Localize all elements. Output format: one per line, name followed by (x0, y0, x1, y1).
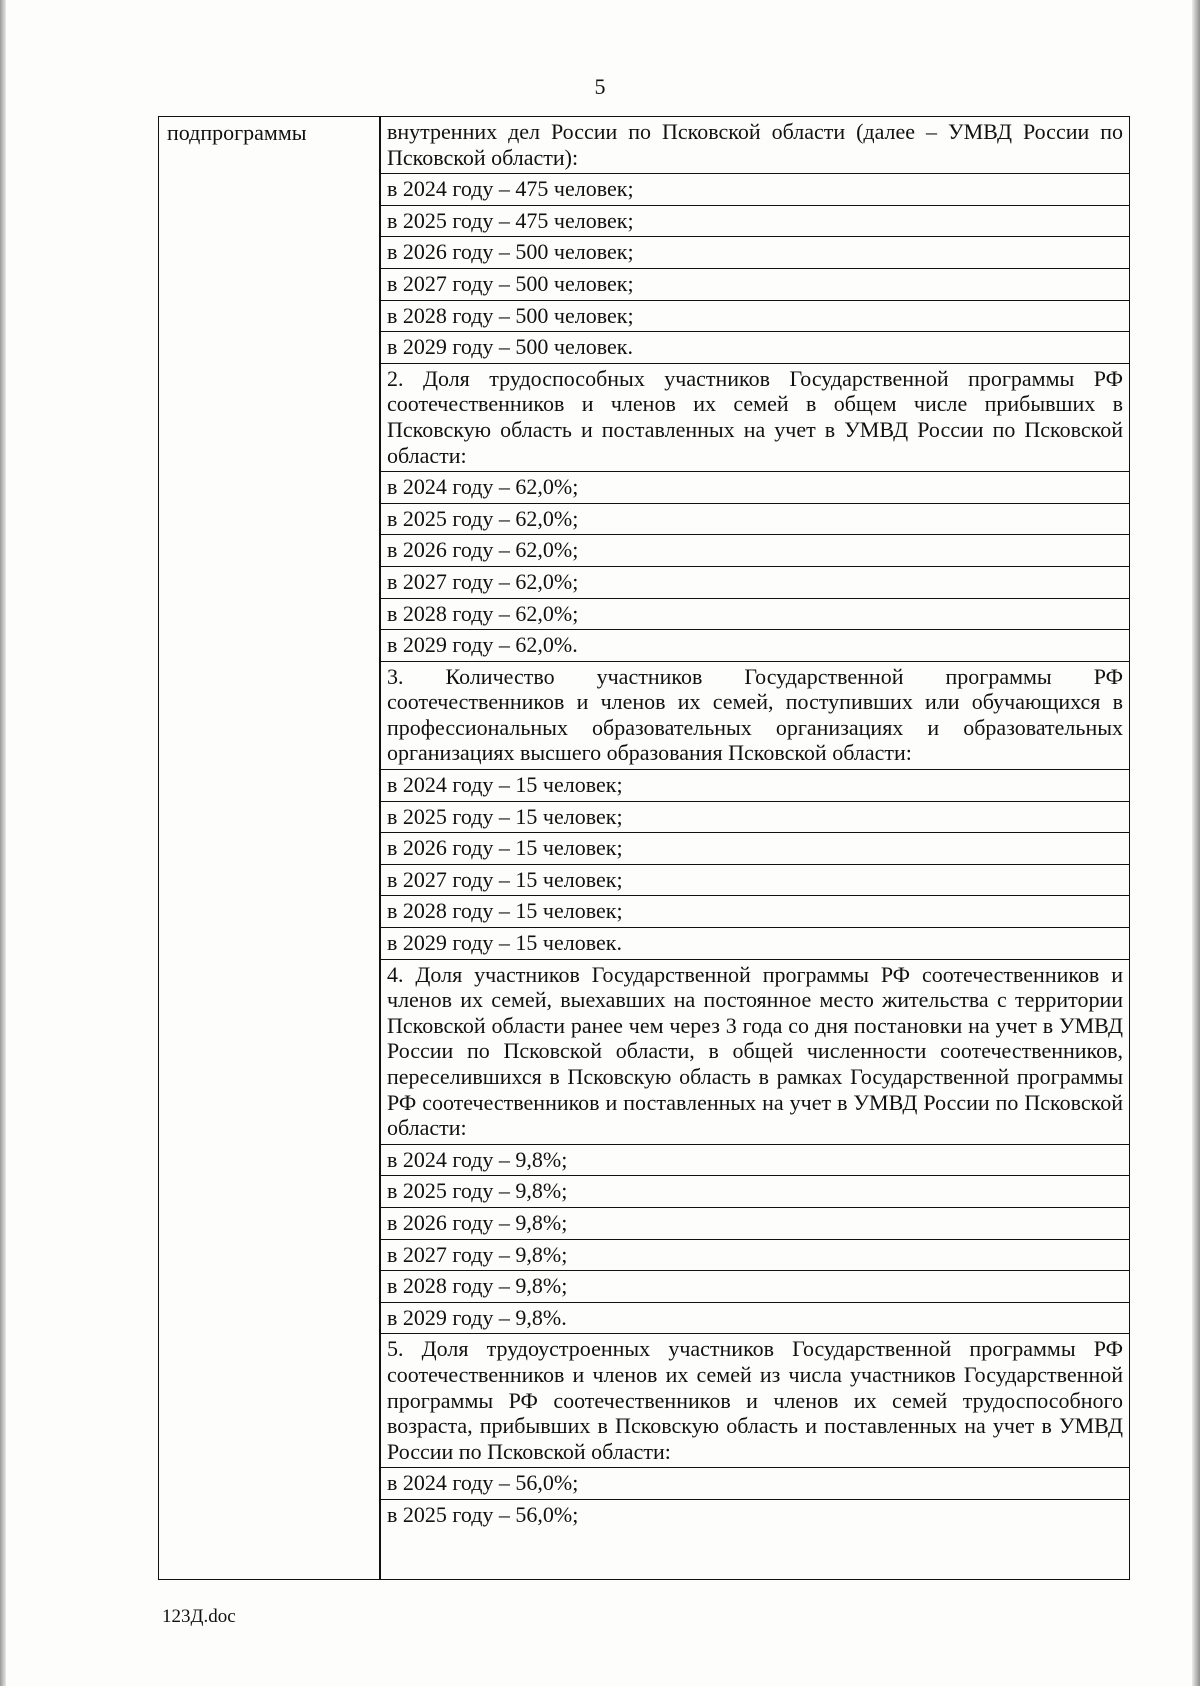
scan-shadow-right (1192, 0, 1200, 1686)
indicator-year-value-cell: в 2027 году – 500 человек; (381, 269, 1129, 301)
indicator-year-value-cell: в 2026 году – 500 человек; (381, 237, 1129, 269)
program-passport-table (158, 116, 1130, 1580)
indicator-year-value-cell: в 2029 году – 15 человек. (381, 928, 1129, 960)
scan-shadow-left (0, 0, 6, 1686)
indicator-year-value-cell: в 2026 году – 9,8%; (381, 1208, 1129, 1240)
indicator-description-cell: 4. Доля участников Государственной программы РФ соотечественников и членов их семей, выехавших на постоянное место жительства с территории Псковской области ранее чем через 3 года со дня постановки на учет в УМВД России по Псковской области, в общей численности соотечественников, переселившихся в Псковскую область в рамках Государственной программы РФ соотечественников и поставленных на учет в УМВД России по Псковской области: (381, 960, 1129, 1145)
page-number: 5 (594, 74, 606, 99)
indicator-year-value-cell: в 2024 году – 15 человек; (381, 770, 1129, 802)
indicator-year-value-cell: в 2025 году – 15 человек; (381, 802, 1129, 834)
indicator-year-value-cell: в 2025 году – 62,0%; (381, 504, 1129, 536)
indicator-year-value-cell: в 2024 году – 62,0%; (381, 472, 1129, 504)
indicator-values-column (381, 117, 1129, 1531)
indicator-year-value-cell: в 2026 году – 62,0%; (381, 535, 1129, 567)
indicator-year-value-cell: в 2028 году – 9,8%; (381, 1271, 1129, 1303)
indicator-year-value-cell: в 2028 году – 15 человек; (381, 896, 1129, 928)
indicator-description-cell: внутренних дел России по Псковской области (далее – УМВД России по Псковской области): (381, 117, 1129, 174)
indicator-year-value-cell: в 2025 году – 9,8%; (381, 1176, 1129, 1208)
indicator-year-value-cell: в 2024 году – 56,0%; (381, 1468, 1129, 1500)
indicator-year-value-cell: в 2024 году – 475 человек; (381, 174, 1129, 206)
indicator-year-value-cell: в 2026 году – 15 человек; (381, 833, 1129, 865)
indicator-description-cell: 5. Доля трудоустроенных участников Государственной программы РФ соотечественников и членов их семей из числа участников Государственной программы РФ соотечественников и членов их семей трудоспособного возраста, прибывших в Псковскую область и поставленных на учет в УМВД России по Псковской области: (381, 1334, 1129, 1468)
indicator-year-value-cell: в 2029 году – 62,0%. (381, 630, 1129, 662)
indicator-year-value-cell: в 2024 году – 9,8%; (381, 1145, 1129, 1177)
footer-filename: 123Д.doc (162, 1606, 236, 1627)
indicator-year-value-cell: в 2029 году – 9,8%. (381, 1303, 1129, 1335)
indicator-year-value-cell: в 2029 году – 500 человек. (381, 332, 1129, 364)
indicator-year-value-cell: в 2027 году – 9,8%; (381, 1240, 1129, 1272)
indicator-year-value-cell: в 2028 году – 62,0%; (381, 599, 1129, 631)
row-label-cell: подпрограммы (167, 120, 307, 145)
indicator-year-value-cell: в 2027 году – 15 человек; (381, 865, 1129, 897)
indicator-year-value-cell: в 2025 году – 56,0%; (387, 1501, 579, 1527)
indicator-year-value-cell: в 2025 году – 475 человек; (381, 206, 1129, 238)
indicator-year-value-cell: в 2027 году – 62,0%; (381, 567, 1129, 599)
indicator-description-cell: 2. Доля трудоспособных участников Государственной программы РФ соотечественников и членов их семей в общем числе прибывших в Псковскую область и поставленных на учет в УМВД России по Псковской области: (381, 364, 1129, 472)
indicator-description-cell: 3. Количество участников Государственной программы РФ соотечественников и членов их семей, поступивших или обучающихся в профессиональных образовательных организациях и образовательных организациях высшего образования Псковской области: (381, 662, 1129, 770)
indicator-year-value-cell: в 2028 году – 500 человек; (381, 301, 1129, 333)
